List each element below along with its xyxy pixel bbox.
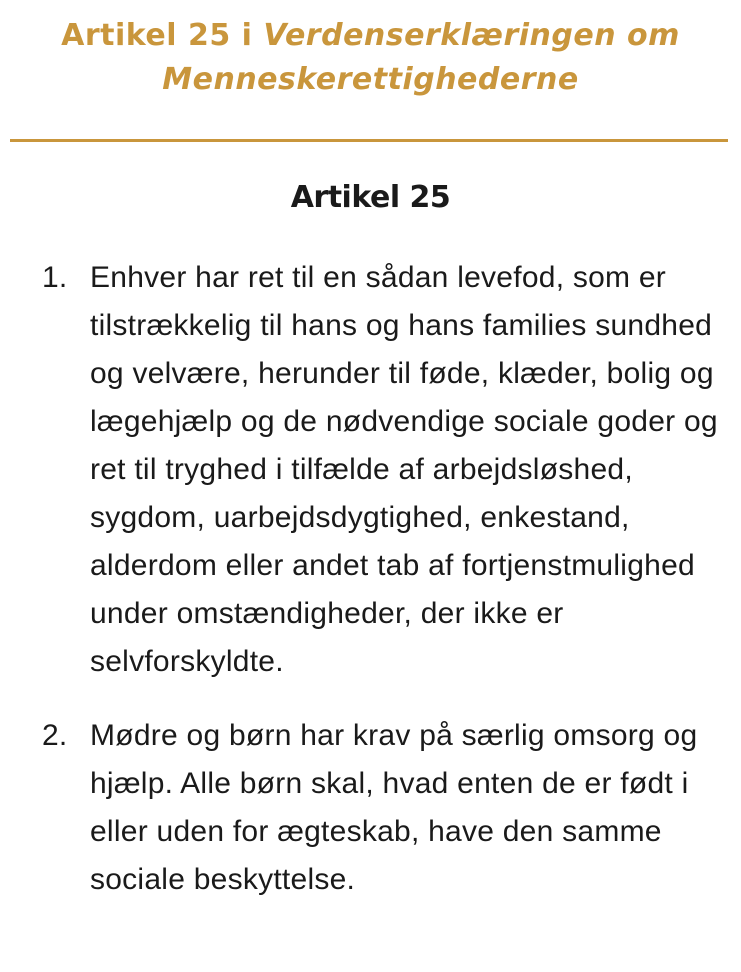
title-divider [10, 139, 728, 142]
list-item-text: Enhver har ret til en sådan levefod, som er tilstrækkelig til hans og hans families sundhed og velvære, herunder til føde, klæder, bolig og lægehjælp og de nødvendige sociale goder og ret til tryghed i tilfælde af arbejdsløshed, sygdom, uarbejdsdygtighed, enkestand, alderdom eller andet tab af fortjenstmulighed under omstændigheder, der ikke er selvforskyldte. [90, 261, 718, 678]
list-item-number: 2. [42, 719, 68, 752]
page-title-prefix: Artikel 25 i [61, 18, 253, 53]
page-title [0, 14, 741, 102]
article-list [0, 254, 741, 904]
list-item-number: 1. [42, 261, 68, 294]
list-item [0, 712, 741, 904]
article-heading: Artikel 25 [290, 180, 451, 215]
list-item [0, 254, 741, 686]
list-item-text: Mødre og børn har krav på særlig omsorg og hjælp. Alle børn skal, hvad enten de er født i eller uden for ægteskab, have den samme sociale beskyttelse. [90, 719, 698, 896]
page-title-emphasis: Verdenserklæringen om Menneskerettighederne [162, 18, 680, 97]
